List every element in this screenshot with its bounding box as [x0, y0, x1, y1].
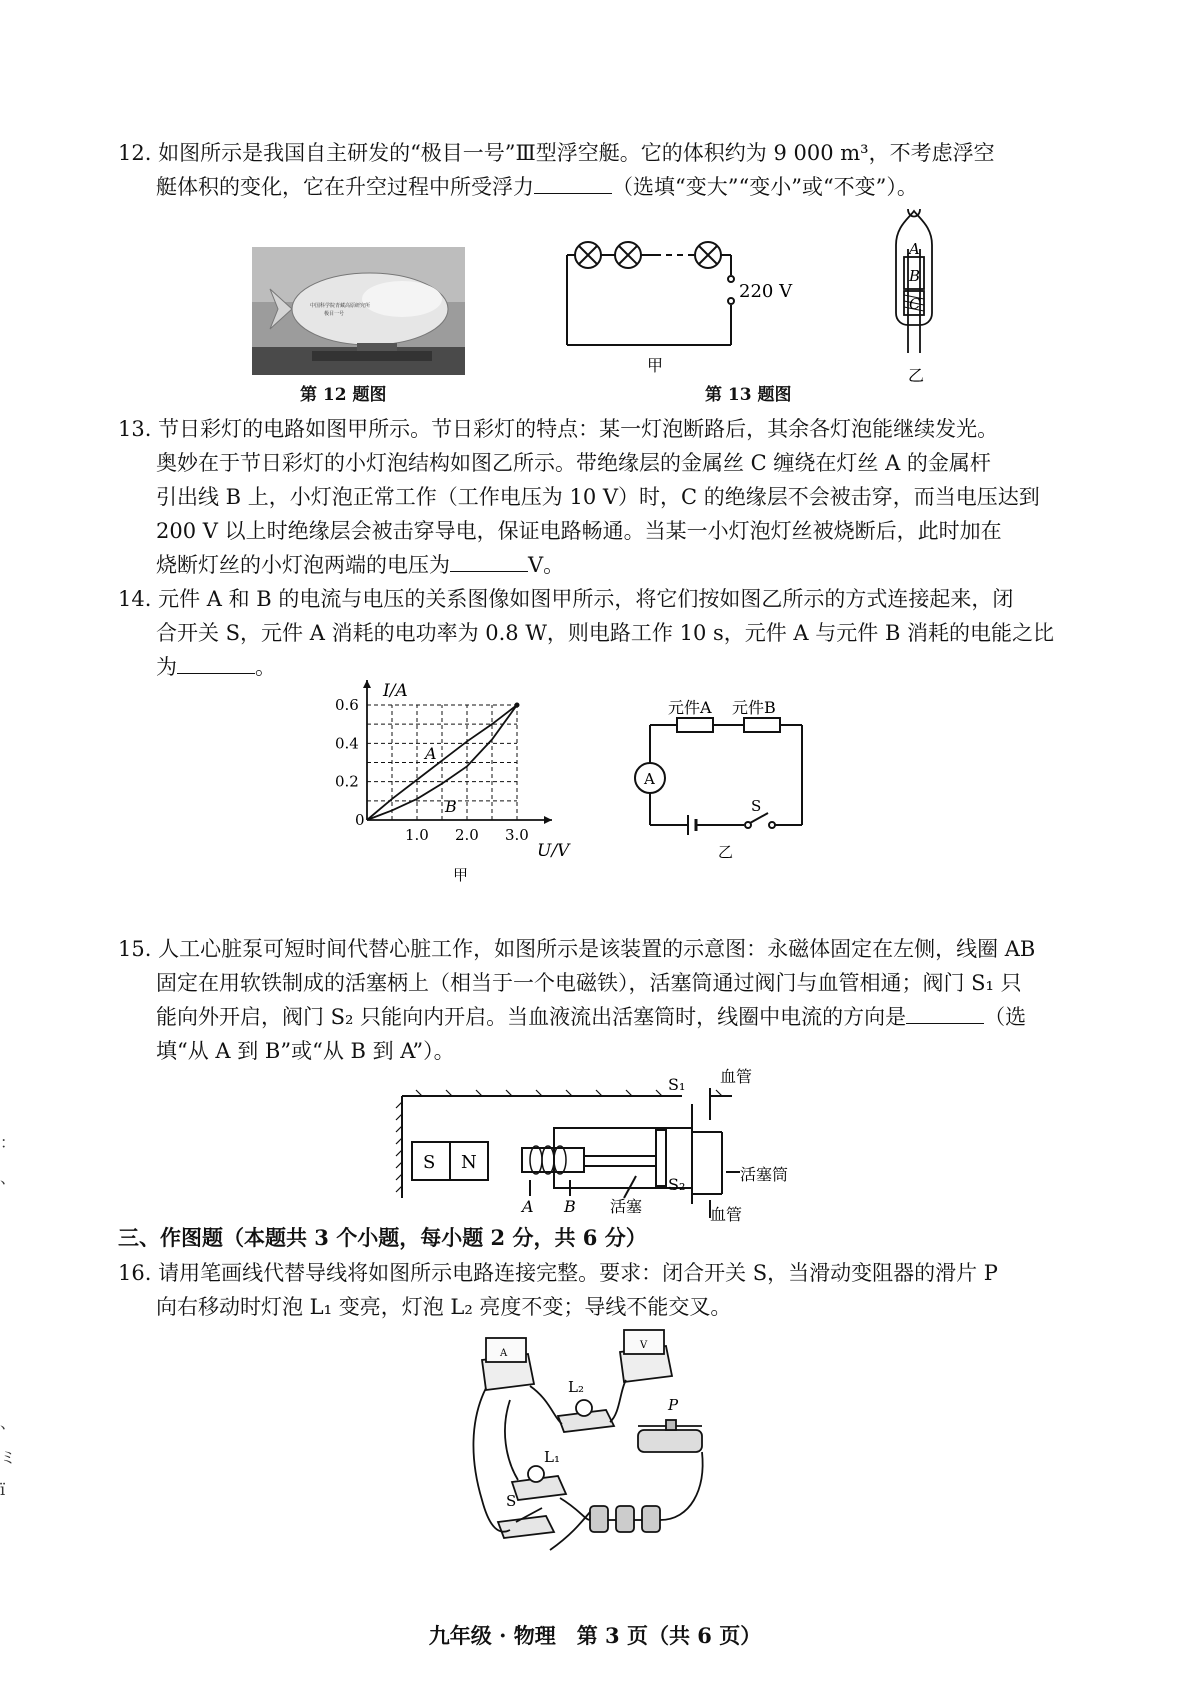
switch-label: S — [751, 797, 762, 815]
q15-line3a: 能向外开启，阀门 S₂ 只能向内开启。当血液流出活塞筒时，线圈中电流的方向是 — [156, 1005, 907, 1029]
question-15 — [118, 932, 1078, 1068]
airship-illustration — [252, 247, 465, 375]
valve-s1-label: S₁ — [668, 1075, 686, 1094]
edge-mark-4: ミ — [0, 1448, 17, 1467]
q13-line3: 引出线 B 上，小灯泡正常工作（工作电压为 10 V）时，C 的绝缘层不会被击穿，而当电压达到 — [156, 485, 1040, 509]
question-14 — [118, 582, 1078, 684]
bulb-label-b: B — [909, 267, 921, 285]
section-3-heading: 三、作图题（本题共 3 个小题，每小题 2 分，共 6 分） — [118, 1225, 647, 1250]
coil-end-a: A — [522, 1197, 534, 1216]
x-axis-arrow — [544, 816, 552, 824]
heart-pump-diagram — [392, 1068, 842, 1228]
lamp-l1-label: L₁ — [544, 1448, 560, 1466]
svg-text:中国科学院青藏高原研究所: 中国科学院青藏高原研究所 — [310, 303, 371, 309]
q15-line2: 固定在用软铁制成的活塞柄上（相当于一个电磁铁），活塞筒通过阀门与血管相通；阀门 S₁ 只 — [156, 971, 1022, 995]
q14-label-yi: 乙 — [718, 843, 734, 861]
q16-line1: 16. 请用笔画线代替导线将如图所示电路连接完整。要求：闭合开关 S，当滑动变阻器的滑片 P — [118, 1261, 998, 1285]
q13-line5 — [118, 548, 1078, 582]
cylinder-label: 活塞筒 — [740, 1165, 789, 1184]
ammeter-face-label: A — [500, 1348, 508, 1359]
q13-bulb-yi — [880, 205, 960, 390]
q14-line3a: 为 — [156, 655, 177, 679]
x-tick-label: 3.0 — [505, 826, 529, 844]
x-tick-label: 1.0 — [405, 826, 429, 844]
y-tick-label: 0.2 — [335, 772, 359, 791]
q15-line4: 填“从 A 到 B”或“从 B 到 A”）。 — [156, 1039, 455, 1063]
y-axis-arrow — [363, 680, 371, 688]
switch-s-label: S — [506, 1492, 517, 1510]
piston-label: 活塞 — [610, 1197, 643, 1216]
x-axis-label: U/V — [537, 841, 570, 861]
q14-line2: 合开关 S，元件 A 消耗的电功率为 0.8 W，则电路工作 10 s，元件 A 与元件 B 消耗的电能之比 — [156, 621, 1055, 645]
chart-caption: 甲 — [453, 866, 469, 884]
series-endpoint — [515, 703, 520, 708]
slider-p-label: P — [668, 1396, 679, 1414]
magnet-n-pole: N — [461, 1152, 477, 1173]
q14-line3b: 。 — [255, 655, 276, 679]
q12-line2 — [118, 170, 1078, 204]
series-label-b: B — [445, 797, 457, 816]
q15-line3 — [118, 1000, 1078, 1034]
element-a-label: 元件A — [668, 698, 712, 717]
q13-line4: 200 V 以上时绝缘层会被击穿导电，保证电路畅通。当某一小灯泡灯丝被烧断后，此时加在 — [156, 519, 1002, 543]
q13-label-yi: 乙 — [908, 366, 925, 385]
q13-label-jia: 甲 — [647, 356, 664, 375]
y-tick-label: 0 — [355, 811, 365, 829]
answer-blank-12[interactable] — [534, 175, 612, 194]
edge-mark-1: ： — [0, 1133, 17, 1152]
series-label-a: A — [425, 744, 437, 763]
q16-circuit-figure[interactable] — [470, 1330, 720, 1550]
edge-mark-5: ï — [0, 1480, 6, 1499]
page-footer: 九年级 · 物理 第 3 页（共 6 页） — [428, 1623, 762, 1648]
y-tick-label: 0.6 — [335, 696, 359, 714]
edge-mark-2: 、 — [0, 1168, 17, 1187]
q13-circuit-jia — [555, 235, 805, 385]
valve-s2-label: S₂ — [668, 1175, 686, 1194]
q14-line1: 14. 元件 A 和 B 的电流与电压的关系图像如图甲所示，将它们按如图乙所示的方式连接起来，闭 — [118, 587, 1014, 611]
q12-line2b: （选填“变大”“变小”或“不变”）。 — [612, 175, 918, 199]
q12-line2a: 艇体积的变化，它在升空过程中所受浮力 — [156, 175, 534, 199]
answer-blank-14[interactable] — [177, 655, 255, 674]
y-axis-label: I/A — [383, 681, 408, 701]
question-12 — [118, 136, 1078, 204]
iv-chart — [335, 680, 595, 920]
q13-line5b: V。 — [528, 553, 565, 577]
q14-line3 — [118, 650, 1078, 684]
q12-line1: 12. 如图所示是我国自主研发的“极目一号”Ⅲ型浮空艇。它的体积约为 9 000 m³，不考虑浮空 — [118, 141, 995, 165]
ammeter-symbol: A — [644, 770, 655, 788]
lamp-l2-label: L₂ — [568, 1378, 584, 1396]
q14-circuit-yi — [632, 695, 832, 910]
bulb-label-a: A — [909, 240, 920, 258]
chart-axes — [363, 680, 552, 824]
q15-line1: 15. 人工心脏泵可短时间代替心脏工作，如图所示是该装置的示意图：永磁体固定在左侧，线圈 AB — [118, 937, 1036, 961]
answer-blank-13[interactable] — [450, 553, 528, 572]
svg-text:极目一号: 极目一号 — [324, 311, 345, 317]
answer-blank-15[interactable] — [906, 1005, 984, 1024]
magnet-s-pole: S — [423, 1152, 436, 1173]
q13-line2: 奥妙在于节日彩灯的小灯泡结构如图乙所示。带绝缘层的金属丝 C 缠绕在灯丝 A 的金属杆 — [156, 451, 991, 475]
airship-photo — [252, 247, 465, 375]
voltmeter-face-label: V — [640, 1340, 648, 1351]
edge-mark-3: 、 — [0, 1413, 17, 1432]
q15-line3b: （选 — [984, 1005, 1027, 1029]
q16-line2: 向右移动时灯泡 L₁ 变亮，灯泡 L₂ 亮度不变；导线不能交叉。 — [156, 1295, 732, 1319]
vessel-bottom-label: 血管 — [710, 1205, 743, 1224]
x-tick-label: 2.0 — [455, 826, 479, 844]
q12-caption: 第 12 题图 — [300, 385, 387, 405]
q13-caption: 第 13 题图 — [705, 385, 792, 405]
chart-series — [367, 703, 520, 821]
q13-line1: 13. 节日彩灯的电路如图甲所示。节日彩灯的特点：某一灯泡断路后，其余各灯泡能继续发光。 — [118, 417, 999, 441]
vessel-top-label: 血管 — [720, 1067, 753, 1086]
element-b-label: 元件B — [732, 698, 776, 717]
q13-voltage-label: 220 V — [739, 281, 793, 302]
y-tick-label: 0.4 — [335, 734, 359, 753]
bulb-label-c: C — [909, 295, 921, 313]
question-16 — [118, 1256, 1078, 1324]
coil-end-b: B — [564, 1197, 576, 1216]
question-13 — [118, 412, 1078, 582]
q13-line5a: 烧断灯丝的小灯泡两端的电压为 — [156, 553, 450, 577]
